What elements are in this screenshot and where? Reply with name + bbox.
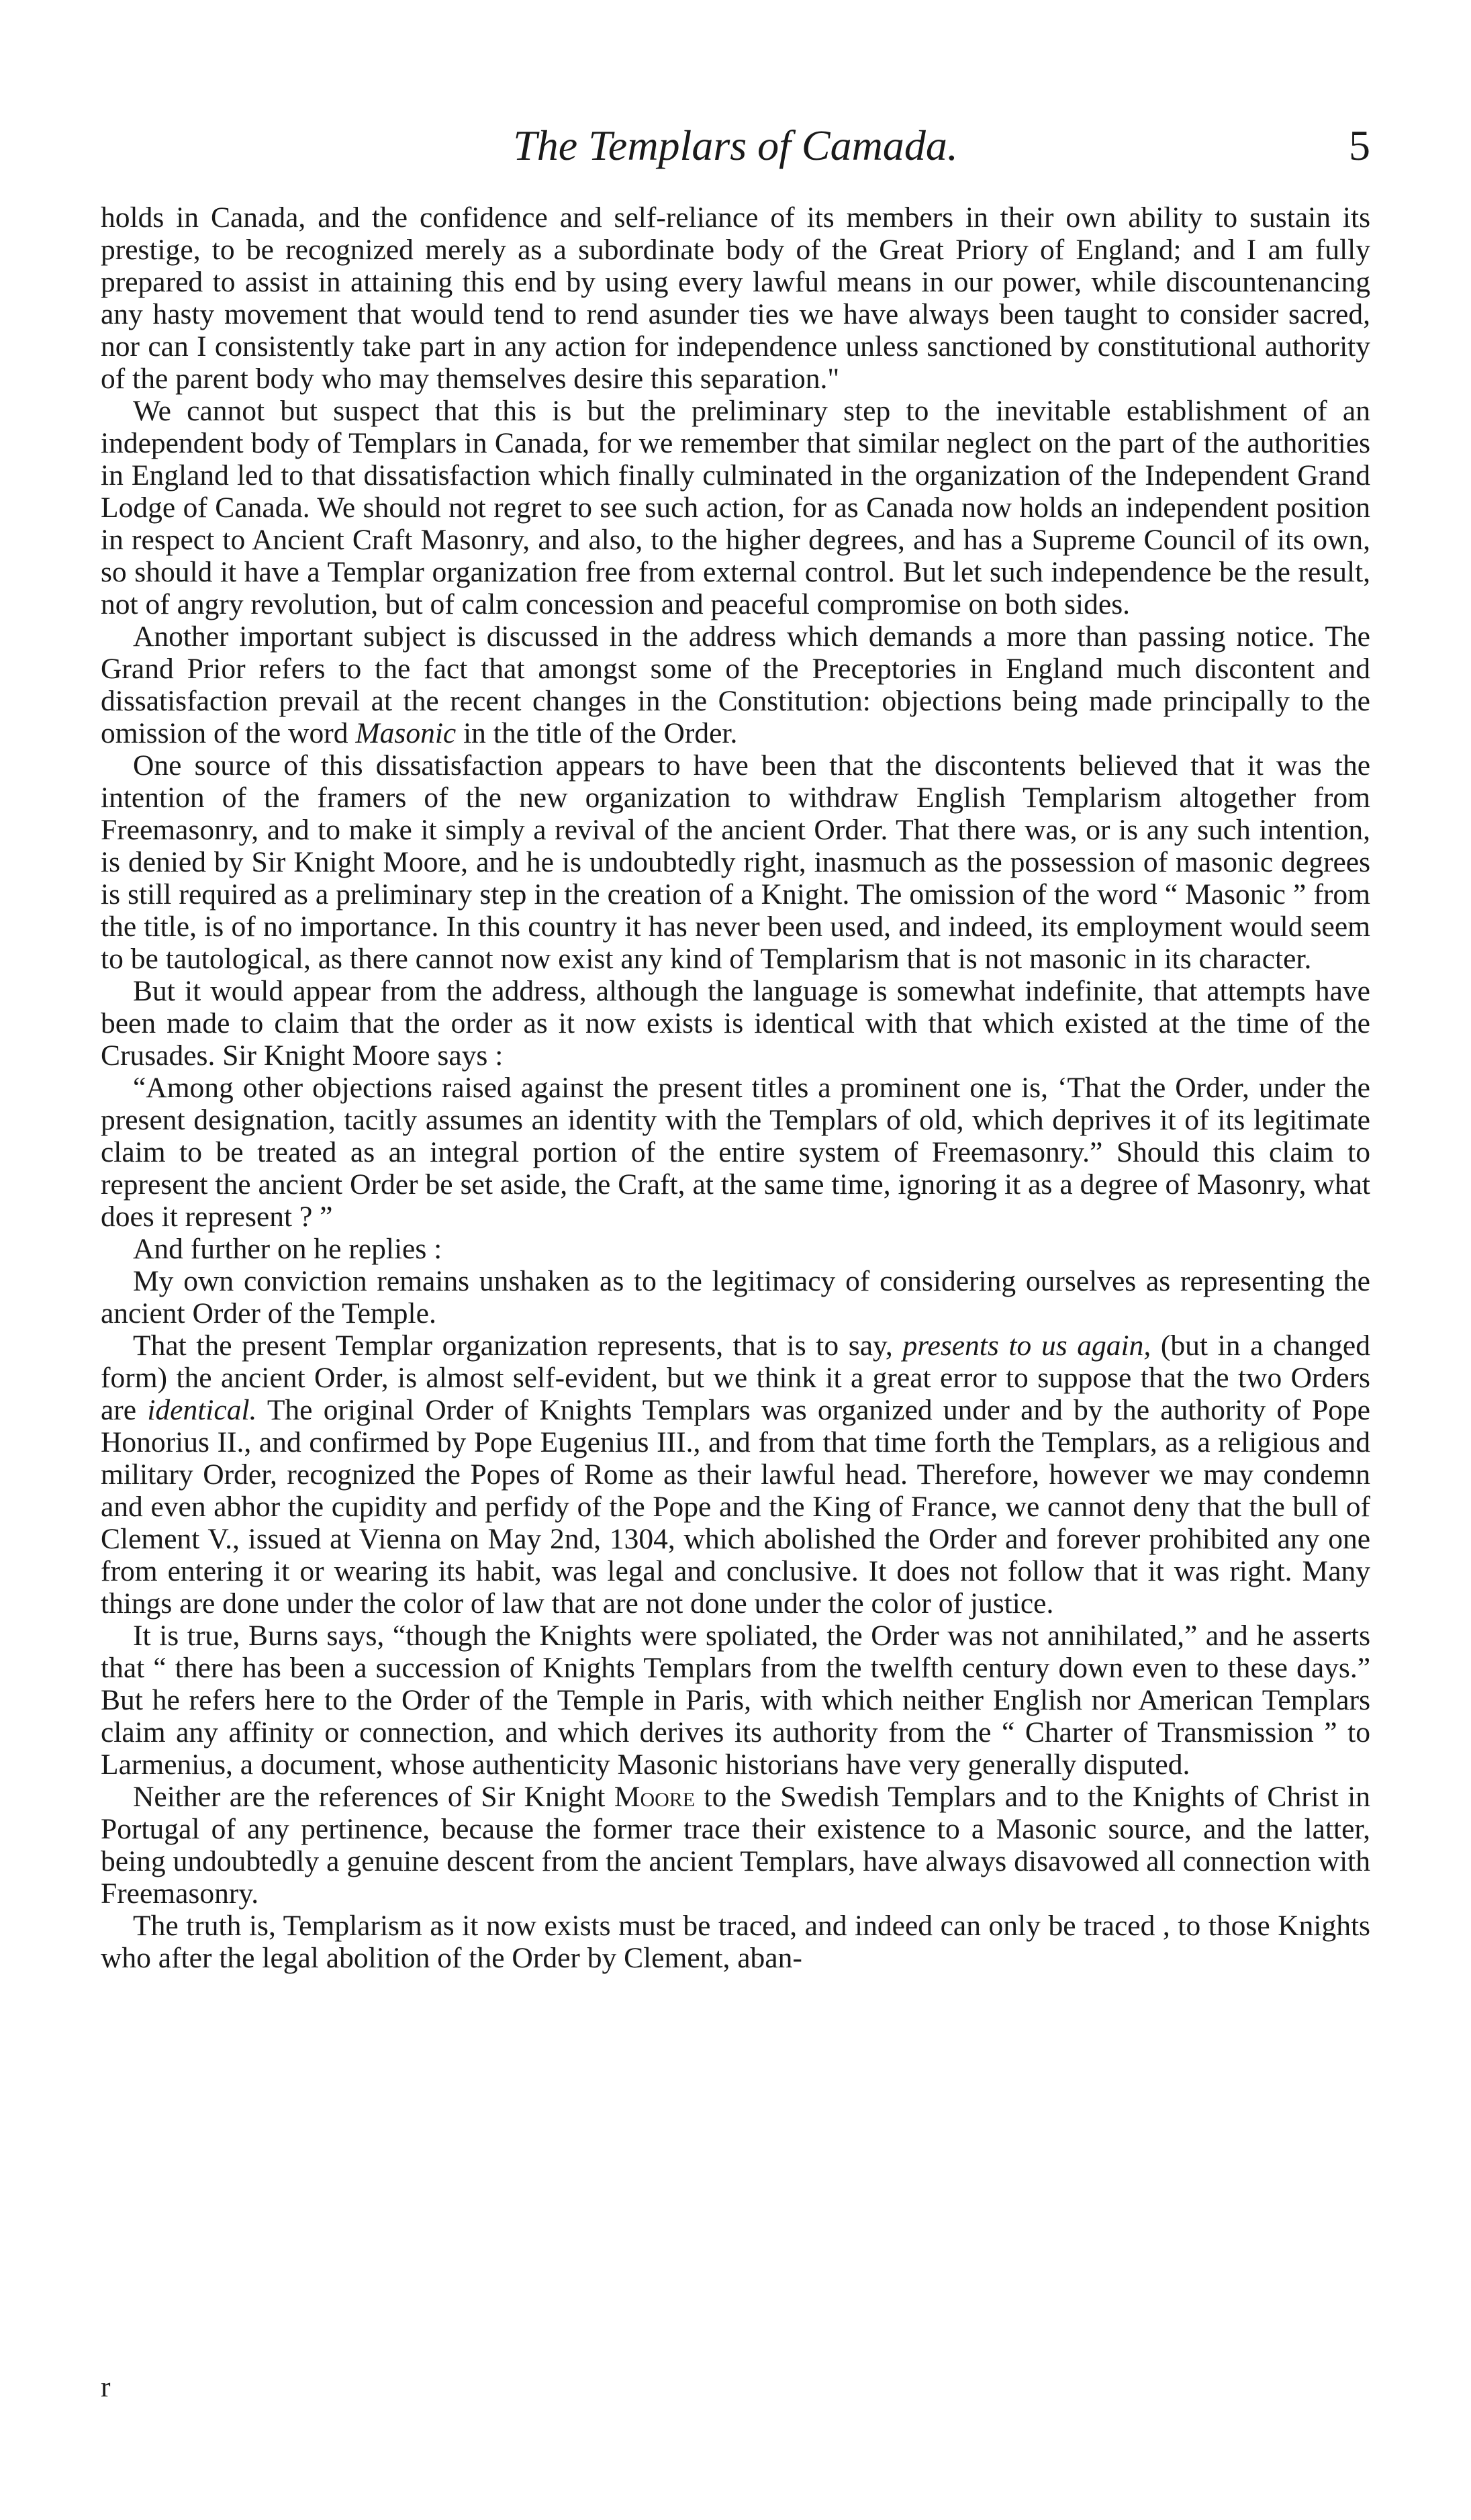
paragraph-9-text-c: The original Order of Knights Templars was organized under and by the authority of Pope Honorius II., and confirmed by Pope Eugenius III., and from that time forth the Templars, as a religious and military Order, recognized the Popes of Rome as their lawful head. Therefore, however we may condemn and even abhor the cupidity and perfidy of the Pope and the King of France, we cannot deny that the bull of Clement V., issued at Vienna on May 2nd, 1304, which abolished the Order and forever prohibited any one from entering it or wearing its habit, was legal and conclusive. It does not follow that it was right. Many things are done under the color of law that are not done under the color of justice.: [101, 1394, 1370, 1620]
paragraph-9: [101, 1329, 1370, 1620]
paragraph-3: [101, 620, 1370, 749]
paragraph-3-text-a: Another important subject is discussed in the address which demands a more than passing notice. The Grand Prior refers to the fact that amongst some of the Preceptories in England much discontent and dissatisfaction prevail at the recent changes in the Constitution: objections being made principally to the omission of the word: [101, 620, 1370, 749]
running-title: The Templars of Camada.: [513, 122, 958, 169]
paragraph-2: We cannot but suspect that this is but the preliminary step to the inevitable establishment of an independent body of Templars in Canada, for we remember that similar neglect on the part of the authorities in England led to that dissatisfaction which finally culminated in the organization of the Independent Grand Lodge of Canada. We should not regret to see such action, for as Canada now holds an independent position in respect to Ancient Craft Masonry, and also, to the higher degrees, and has a Supreme Council of its own, so should it have a Templar organization free from external control. But let such independence be the result, not of angry revolution, but of calm concession and peaceful compromise on both sides.: [101, 395, 1370, 620]
paragraph-11-text-a: Neither are the references of Sir Knight: [133, 1781, 614, 1813]
paragraph-9-text-b: (but in a changed form) the ancient Order, is almost self-evident, but we think it a great error to suppose that the two Orders are: [101, 1329, 1370, 1426]
paragraph-11: [101, 1781, 1370, 1910]
body-text: [101, 201, 1370, 1974]
emphasis-presents: presents to us again,: [902, 1329, 1151, 1362]
paragraph-7: And further on he replies :: [133, 1233, 442, 1265]
page-number: 5: [1349, 122, 1370, 169]
paragraph-10: It is true, Burns says, “though the Knights were spoliated, the Order was not annihilated,” and he asserts that “ there has been a succession of Knights Templars from the twelfth century down even to these days.” But he refers here to the Order of the Temple in Paris, with which neither English nor American Templars claim any affinity or connection, and which derives its authority from the “ Charter of Transmission ” to Larmenius, a document, whose authenticity Masonic historians have very generally disputed.: [101, 1620, 1370, 1781]
stray-mark: r: [101, 2371, 111, 2403]
emphasis-masonic: Masonic: [355, 717, 457, 749]
paragraph-4: One source of this dissatisfaction appears to have been that the discontents believed that it was the intention of the framers of the new organization to withdraw English Templarism altogether from Freemasonry, and to make it simply a revival of the ancient Order. That there was, or is any such intention, is denied by Sir Knight Moore, and he is undoubtedly right, inasmuch as the possession of masonic degrees is still required as a preliminary step in the creation of a Knight. The omission of the word “ Masonic ” from the title, is of no importance. In this country it has never been used, and indeed, its employment would seem to be tautological, as there cannot now exist any kind of Templarism that is not masonic in its character.: [101, 749, 1370, 975]
paragraph-5: But it would appear from the address, although the language is somewhat indefinite, that attempts have been made to claim that the order as it now exists is identical with that which existed at the time of the Crusades. Sir Knight Moore says :: [101, 975, 1370, 1072]
paragraph-9-text-a: That the present Templar organization represents, that is to say,: [133, 1329, 903, 1362]
name-moore: Moore: [614, 1781, 696, 1813]
page-header: [101, 121, 1370, 181]
paragraph-1: holds in Canada, and the confidence and self-reliance of its members in their own ability to sustain its prestige, to be recognized merely as a subordinate body of the Great Priory of England; and I am fully prepared to assist in attaining this end by using every lawful means in our power, while discountenancing any hasty movement that would tend to rend asunder ties we have always been taught to consider sacred, nor can I consistently take part in any action for independence unless sanctioned by constitutional authority of the parent body who may themselves desire this separation.": [101, 201, 1370, 395]
paragraph-11-text-b: to the Swedish Templars and to the Knights of Christ in Portugal of any pertinence, because the former trace their existence to a Masonic source, and the latter, being undoubtedly a genuine descent from the ancient Templars, have always disavowed all connection with Freemasonry.: [101, 1781, 1370, 1910]
quotation-2: My own conviction remains unshaken as to the legitimacy of considering ourselves as representing the ancient Order of the Temple.: [101, 1265, 1370, 1329]
emphasis-identical: identical.: [147, 1394, 257, 1426]
quotation-1: “Among other objections raised against the present titles a prominent one is, ‘That the Order, under the present designation, tacitly assumes an identity with the Templars of old, which deprives it of its legitimate claim to be treated as an integral portion of the entire system of Freemasonry.” Should this claim to represent the ancient Order be set aside, the Craft, at the same time, ignoring it as a degree of Masonry, what does it represent ? ”: [101, 1072, 1370, 1233]
paragraph-12: The truth is, Templarism as it now exists must be traced, and indeed can only be traced , to those Knights who after the legal abolition of the Order by Clement, aban-: [101, 1910, 1370, 1974]
paragraph-3-text-b: in the title of the Order.: [456, 717, 738, 749]
